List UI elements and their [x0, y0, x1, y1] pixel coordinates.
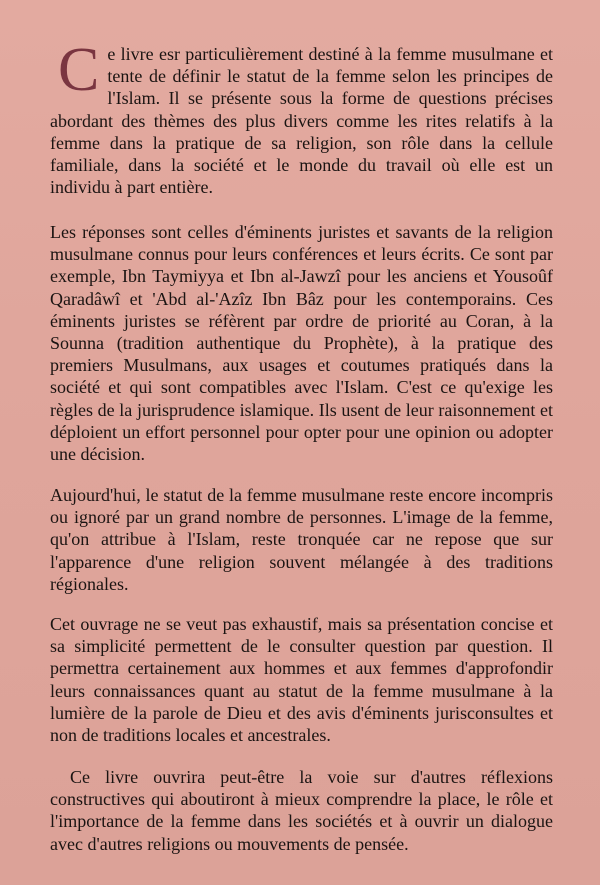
paragraph-intro [50, 36, 553, 198]
paragraph-conclusion: Ce livre ouvrira peut-être la voie sur d'autres réflexions constructives qui aboutiront à mieux comprendre la place, le rôle et l'importance de la femme dans les sociétés et à ouvrir un dialogue avec d'autres religions ou mouvements de pensée. [50, 767, 553, 854]
paragraph-work: Cet ouvrage ne se veut pas exhaustif, mais sa présentation concise et sa simplicité permettent de le consulter question par question. Il permettra certainement aux hommes et aux femmes d'approfondir leurs connaissances quant au statut de la femme musulmane à la lumière de la parole de Dieu et des avis d'éminents jurisconsultes et non de traditions locales et ancestrales. [50, 614, 553, 746]
paragraph-jurists: Les réponses sont celles d'éminents juristes et savants de la religion musulmane connus pour leurs conférences et leurs écrits. Ce sont par exemple, Ibn Taymiyya et Ibn al-Jawzî pour les anciens et Yousoûf Qaradâwî et 'Abd al-'Azîz Ibn Bâz pour les contemporains. Ces éminents juristes se réfèrent par ordre de priorité au Coran, à la Sounna (tradition authentique du Prophète), à la pratique des premiers Musulmans, aux usages et coutumes pratiqués dans la société et qui sont compatibles avec l'Islam. C'est ce qu'exige les règles de la jurisprudence islamique. Ils usent de leur raisonnement et déploient un effort personnel pour opter pour une opinion ou adopter une décision. [50, 222, 553, 465]
paragraph-intro-text: e livre esr particulièrement destiné à la femme musulmane et tente de définir le statut de la femme selon les principes de l'Islam. Il se présente sous la forme de questions précises abordant des thèmes des plus divers comme les rites relatifs à la femme dans la pratique de sa religion, son rôle dans la cellule familiale, dans la société et le monde du travail où elle est un individu à part entière. [50, 44, 553, 198]
dropcap-letter: C [58, 36, 100, 104]
paragraph-today: Aujourd'hui, le statut de la femme musulmane reste encore incompris ou ignoré par un grand nombre de personnes. L'image de la femme, qu'on attribue à l'Islam, reste tronquée car ne repose que sur l'apparence d'une religion souvent mélangée à des traditions régionales. [50, 485, 553, 594]
